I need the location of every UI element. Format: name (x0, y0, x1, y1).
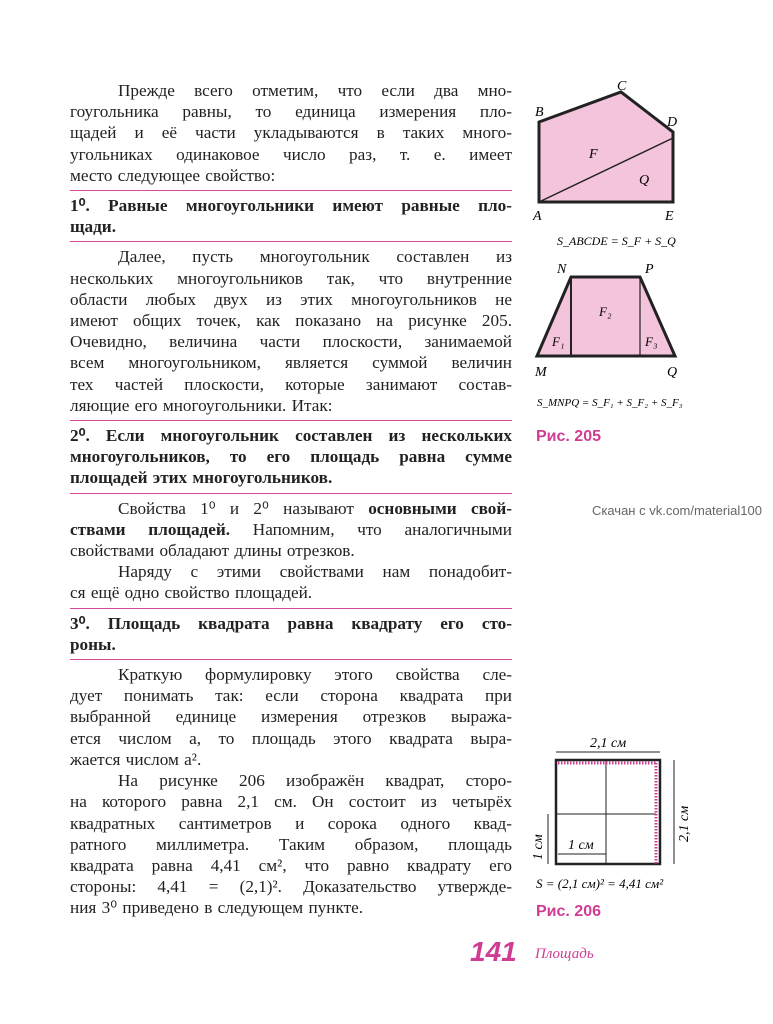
text-line: роны. (70, 634, 116, 654)
paragraph-6 (70, 770, 512, 918)
right-dimension-label: 2,1 см (677, 805, 692, 842)
text-segment: Свойства 1⁰ и 2⁰ называют (118, 498, 369, 518)
text-line: На рисунке 206 изображён квадрат, сторо- (118, 771, 512, 791)
text-line: квадрата равна 4,41 см², что равно квадрату его (70, 855, 512, 875)
figure-206-square (520, 730, 700, 900)
property-2 (70, 425, 512, 489)
text-line: дует понимать так: если сторона квадрата при (70, 686, 512, 706)
label-e: E (665, 209, 674, 224)
running-title: Площадь (535, 946, 594, 962)
text-line (70, 498, 512, 519)
text-line: области любых двух из этих многоугольников не (70, 289, 512, 309)
figure-205-pentagon (525, 80, 705, 255)
text-line: Очевидно, величина части плоскости, занимаемой (70, 332, 512, 352)
top-dimension-label: 2,1 см (590, 736, 627, 751)
label-q: Q (639, 173, 650, 188)
text-line: имеют общих точек, как показано на рисунке 205. (70, 311, 512, 331)
text-line: ния 3⁰ приведено в следующем пункте. (70, 898, 364, 918)
divider (70, 420, 512, 421)
paragraph-1 (70, 80, 512, 186)
paragraph-2 (70, 246, 512, 416)
bold-term: основными свой- (368, 498, 512, 518)
text-line: место следующее свойство: (70, 165, 276, 185)
left-dimension-label: 1 см (531, 834, 546, 860)
figure-205-caption: Рис. 205 (536, 428, 601, 445)
label-n: N (557, 262, 567, 277)
text-line: 1⁰. Равные многоугольники имеют равные пло- (70, 196, 512, 216)
label-f2: F₂ (599, 304, 612, 319)
text-line: всем многоугольником, является суммой величин (70, 353, 512, 373)
text-line: ляющие его многоугольники. Итак: (70, 395, 333, 415)
paragraph-5 (70, 664, 512, 770)
text-line: площадей этих многоугольников. (70, 468, 333, 488)
text-line: ратного миллиметра. Таким образом, площадь (70, 834, 512, 854)
text-line (70, 519, 512, 540)
label-c: C (617, 80, 627, 94)
text-line: на которого равна 2,1 см. Он состоит из четырёх (70, 792, 512, 812)
text-line: 3⁰. Площадь квадрата равна квадрату его сто- (70, 613, 512, 633)
property-1 (70, 195, 512, 237)
divider (70, 659, 512, 660)
paragraph-4 (70, 561, 512, 603)
text-line: угольниках одинаковое число раз, т. е. имеет (70, 144, 512, 164)
label-p: P (645, 262, 654, 277)
figure-206-caption: Рис. 206 (536, 903, 601, 920)
label-d: D (667, 115, 678, 130)
text-segment: Напомним, что аналогичными (230, 519, 512, 539)
divider (70, 241, 512, 242)
property-3 (70, 613, 512, 655)
bold-term: ствами площадей. (70, 519, 231, 539)
divider (70, 493, 512, 494)
text-line: многоугольников, то его площадь равна сумме (70, 447, 512, 467)
text-line: Прежде всего отметим, что если два мно- (118, 81, 512, 100)
text-line: ется числом a, то площадь этого квадрата выра- (70, 728, 512, 748)
text-line: 2⁰. Если многоугольник составлен из нескольких (70, 426, 512, 446)
paragraph-3 (70, 498, 512, 562)
text-line: жается числом a². (70, 749, 202, 769)
label-f1: F₁ (552, 334, 565, 349)
label-f3: F₃ (645, 334, 658, 349)
text-line: свойствами обладают длины отрезков. (70, 541, 355, 561)
figure-205-trapezoid (525, 260, 705, 420)
text-line: стороны: 4,41 = (2,1)². Доказательство утвержде- (70, 877, 512, 897)
label-m: M (535, 365, 547, 380)
label-a: A (533, 209, 542, 224)
text-line: выбранной единице измерения отрезков выража- (70, 707, 512, 727)
divider (70, 608, 512, 609)
text-line: щадей и её части укладываются в таких много- (70, 123, 512, 143)
formula-abcde: S_ABCDE = S_F + S_Q (557, 234, 676, 248)
watermark: Скачан с vk.com/material100 (592, 503, 762, 518)
page-number: 141 (470, 936, 517, 967)
text-line: щади. (70, 217, 116, 237)
formula-mnpq: S_MNPQ = S_F₁ + S_F₂ + S_F₃ (537, 397, 683, 409)
label-b: B (535, 105, 544, 120)
text-line: нескольких многоугольников так, что внутренние (70, 268, 512, 288)
inner-dimension-label: 1 см (568, 838, 594, 853)
text-line: ся ещё одно свойство площадей. (70, 583, 313, 603)
square-area-formula: S = (2,1 см)² = 4,41 см² (536, 876, 664, 891)
text-line: Наряду с этими свойствами нам понадобит- (118, 562, 512, 582)
label-f: F (589, 147, 598, 162)
divider (70, 190, 512, 191)
text-line: тех частей плоскости, которые занимают состав- (70, 374, 512, 394)
main-text-column (70, 80, 512, 919)
label-q: Q (667, 365, 678, 380)
text-line: гоугольника равны, то единица измерения пло- (70, 102, 512, 122)
text-line: Краткую формулировку этого свойства сле- (118, 665, 512, 685)
text-line: квадратных сантиметров и сорока одного квад- (70, 813, 512, 833)
text-line: Далее, пусть многоугольник составлен из (118, 247, 512, 267)
